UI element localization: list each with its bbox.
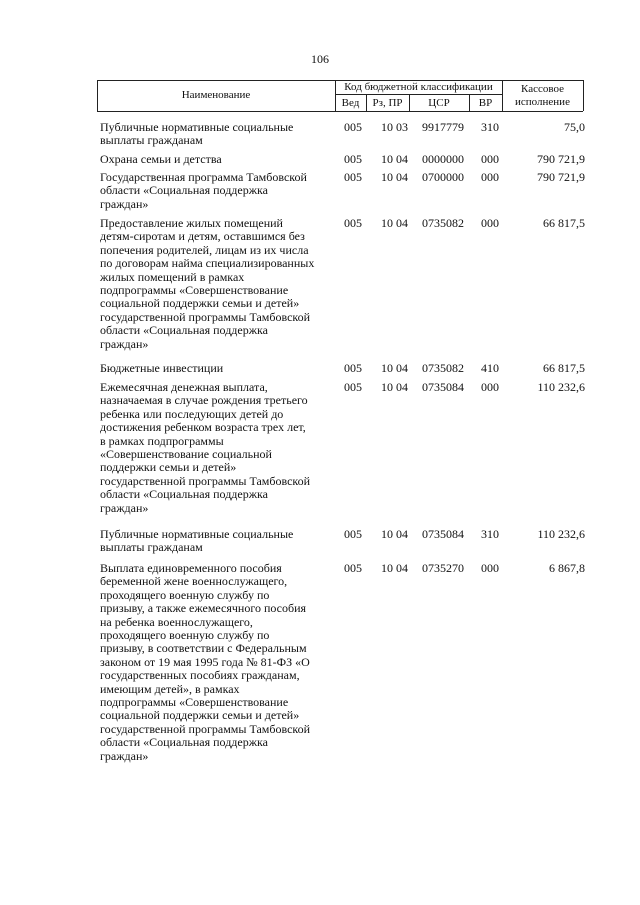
row-name: [100, 562, 332, 763]
row-ved: 005: [344, 170, 362, 184]
row-vr: 310: [481, 120, 499, 134]
row-name-line: граждан»: [100, 748, 149, 763]
row-name-line: подпрограммы «Совершенствование: [100, 283, 289, 298]
row-csr: 9917779: [422, 120, 464, 134]
row-name-line: призыву, а также ежемесячного пособия: [100, 601, 307, 616]
row-amount: 110 232,6: [537, 527, 585, 541]
row-name-line: выплаты гражданам: [100, 540, 203, 555]
row-name-line: области «Социальная поддержка: [100, 323, 268, 338]
row-vr: 410: [481, 361, 499, 375]
row-name: [100, 528, 332, 555]
row-name-line: области «Социальная поддержка: [100, 735, 268, 750]
header-kassa-line2: исполнение: [515, 96, 570, 108]
row-amount: 110 232,6: [537, 380, 585, 394]
header-csr: ЦСР: [428, 97, 450, 109]
row-name-line: по договорам найма специализированных: [100, 256, 315, 271]
row-csr: 0735084: [422, 527, 464, 541]
row-name-line: Охрана семьи и детства: [100, 152, 222, 166]
row-ved: 005: [344, 380, 362, 394]
row-vr: 000: [481, 152, 499, 166]
row-ved: 005: [344, 120, 362, 134]
row-name: [100, 153, 332, 166]
row-rzpr: 10 04: [381, 361, 408, 375]
row-vr: 000: [481, 561, 499, 575]
row-name-line: назначаемая в случае рождения третьего: [100, 393, 308, 408]
row-ved: 005: [344, 561, 362, 575]
row-name-line: детям-сиротам и детям, оставшимся без: [100, 229, 305, 244]
row-name-line: «Совершенствование социальной: [100, 447, 272, 462]
row-name-line: государственной программы Тамбовской: [100, 473, 311, 488]
row-name-line: ребенка или последующих детей до: [100, 406, 284, 421]
row-name-line: в рамках подпрограммы: [100, 433, 224, 448]
row-csr: 0735082: [422, 216, 464, 230]
header-vr: ВР: [478, 97, 493, 109]
row-name-line: проходящего военную службу по: [100, 587, 270, 602]
row-name-line: граждан»: [100, 196, 149, 211]
row-amount: 6 867,8: [549, 561, 585, 575]
header-code-group: Код бюджетной классификации: [344, 81, 493, 93]
header-mid-rule: [335, 94, 502, 95]
row-name-line: государственной программы Тамбовской: [100, 309, 311, 324]
header-bottom-rule: [97, 111, 583, 112]
row-rzpr: 10 04: [381, 561, 408, 575]
row-name-line: Бюджетные инвестиции: [100, 361, 224, 375]
row-name-line: законом от 19 мая 1995 года № 81-ФЗ «О: [100, 654, 310, 669]
header-name: Наименование: [181, 89, 251, 101]
header-rzpr: Рз, ПР: [372, 97, 403, 109]
row-name: [100, 362, 332, 375]
row-name-line: государственных пособиях гражданам,: [100, 668, 300, 683]
row-ved: 005: [344, 152, 362, 166]
row-name: [100, 121, 332, 148]
row-amount: 790 721,9: [537, 152, 585, 166]
row-vr: 000: [481, 380, 499, 394]
row-name-line: Ежемесячная денежная выплата,: [100, 380, 268, 394]
row-name-line: граждан»: [100, 500, 149, 515]
row-ved: 005: [344, 527, 362, 541]
page-number: 106: [311, 52, 329, 66]
row-amount: 66 817,5: [543, 361, 585, 375]
row-name-line: жилых помещений в рамках: [100, 269, 245, 284]
row-ved: 005: [344, 216, 362, 230]
row-rzpr: 10 04: [381, 170, 408, 184]
row-name-line: беременной жене военнослужащего,: [100, 574, 288, 589]
row-name-line: области «Социальная поддержка: [100, 183, 268, 198]
row-rzpr: 10 03: [381, 120, 408, 134]
row-csr: 0000000: [422, 152, 464, 166]
row-name: [100, 381, 332, 515]
header-right-rule: [583, 80, 584, 111]
row-name-line: имеющим детей», в рамках: [100, 681, 240, 696]
row-name-line: государственной программы Тамбовской: [100, 721, 311, 736]
row-name-line: подпрограммы «Совершенствование: [100, 695, 289, 710]
row-amount: 790 721,9: [537, 170, 585, 184]
row-name-line: социальной поддержки семьи и детей»: [100, 708, 300, 723]
row-name-line: достижения ребенком возраста трех лет,: [100, 420, 306, 435]
row-name-line: области «Социальная поддержка: [100, 487, 268, 502]
row-rzpr: 10 04: [381, 527, 408, 541]
row-name-line: поддержки семьи и детей»: [100, 460, 237, 475]
header-kassa-line1: Кассовое: [521, 83, 564, 95]
row-name-line: на ребенка военнослужащего,: [100, 614, 253, 629]
row-vr: 000: [481, 216, 499, 230]
row-amount: 75,0: [564, 120, 585, 134]
row-amount: 66 817,5: [543, 216, 585, 230]
row-vr: 310: [481, 527, 499, 541]
row-vr: 000: [481, 170, 499, 184]
row-ved: 005: [344, 361, 362, 375]
row-csr: 0735270: [422, 561, 464, 575]
row-name-line: Публичные нормативные социальные: [100, 120, 294, 134]
row-name-line: Государственная программа Тамбовской: [100, 170, 307, 184]
row-csr: 0700000: [422, 170, 464, 184]
row-name-line: Предоставление жилых помещений: [100, 216, 283, 230]
row-name-line: Публичные нормативные социальные: [100, 527, 294, 541]
row-name-line: проходящего военную службу по: [100, 628, 270, 643]
row-rzpr: 10 04: [381, 152, 408, 166]
row-name-line: призыву, в соответствии с Федеральным: [100, 641, 307, 656]
row-name: [100, 217, 332, 351]
row-name-line: попечения родителей, лицам из их числа: [100, 242, 309, 257]
row-rzpr: 10 04: [381, 380, 408, 394]
row-name: [100, 171, 332, 211]
row-name-line: выплаты гражданам: [100, 133, 203, 148]
row-csr: 0735084: [422, 380, 464, 394]
table-header: [97, 80, 583, 111]
row-name-line: Выплата единовременного пособия: [100, 561, 282, 575]
row-csr: 0735082: [422, 361, 464, 375]
header-ved: Вед: [341, 97, 360, 109]
row-rzpr: 10 04: [381, 216, 408, 230]
row-name-line: граждан»: [100, 336, 149, 351]
row-name-line: социальной поддержки семьи и детей»: [100, 296, 300, 311]
